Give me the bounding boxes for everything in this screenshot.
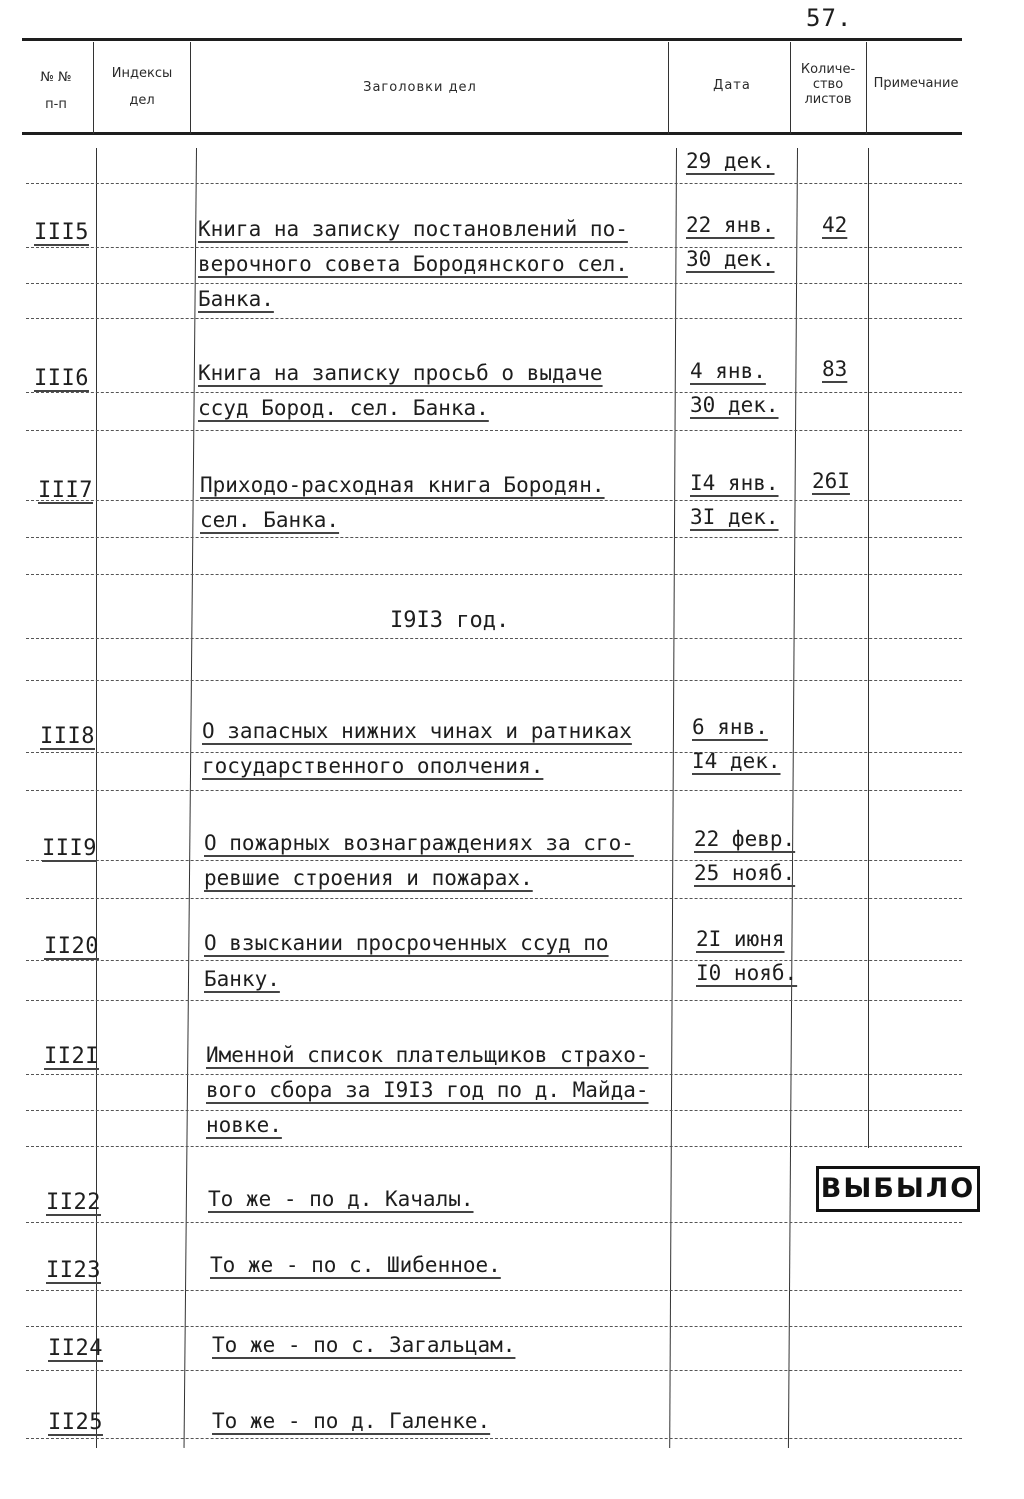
row-rule	[26, 283, 962, 284]
entry-title-line: О запасных нижних чинах и ратниках	[202, 719, 632, 743]
col-rule-sheets	[790, 42, 791, 134]
col-rule-sheets-body	[788, 148, 798, 1448]
header-note: Примечание	[873, 76, 959, 91]
entry-date-to: 30 дек.	[686, 247, 775, 271]
entry-date-to: I4 дек.	[692, 749, 781, 773]
row-rule	[26, 960, 962, 961]
entry-number: II24	[48, 1336, 103, 1361]
entry-title-line: Книга на записку постановлений по-	[198, 217, 628, 241]
row-rule	[26, 1438, 962, 1439]
header-bottom-rule	[22, 132, 962, 135]
entry-number: III9	[42, 836, 97, 861]
entry-number: III8	[40, 724, 95, 749]
entry-title-line: О пожарных вознаграждениях за сго-	[204, 831, 634, 855]
col-rule-title-body	[184, 148, 197, 1448]
row-rule	[26, 537, 962, 538]
page-number: 57.	[806, 4, 853, 32]
entry-title-line: ревшие строения и пожарах.	[204, 866, 533, 890]
carryover-date: 29 дек.	[686, 149, 775, 173]
entry-date-to: 25 нояб.	[694, 861, 796, 885]
entry-title-line: верочного совета Бородянского сел.	[198, 252, 628, 276]
entry-sheets: 42	[822, 213, 848, 237]
row-rule	[26, 790, 962, 791]
entry-title-line: государственного ополчения.	[202, 754, 544, 778]
row-rule	[26, 898, 962, 899]
year-heading: I9I3 год.	[390, 608, 510, 633]
entry-date-to: 30 дек.	[690, 393, 779, 417]
entry-title-line: новке.	[206, 1113, 282, 1137]
col-rule-note-body	[868, 148, 869, 1148]
row-rule	[26, 318, 962, 319]
header-sheets: Количе- ство листов	[800, 62, 856, 107]
col-rule-title	[190, 42, 191, 134]
row-rule	[26, 1222, 962, 1223]
entry-date-from: 22 февр.	[694, 827, 796, 851]
entry-sheets: 83	[822, 357, 848, 381]
row-rule	[26, 183, 962, 184]
header-date: Дата	[713, 78, 751, 93]
header-top-rule	[22, 38, 962, 41]
entry-title-line: Книга на записку просьб о выдаче	[198, 361, 603, 385]
header-title: Заголовки дел	[363, 80, 477, 95]
entry-date-from: 2I июня	[696, 927, 785, 951]
entry-title-line: То же - по д. Качалы.	[208, 1187, 474, 1211]
withdrawn-stamp: ВЫБЫЛО	[816, 1166, 980, 1212]
row-rule	[26, 1290, 962, 1291]
col-rule-note	[866, 42, 867, 134]
entry-number: II25	[48, 1410, 103, 1435]
entry-number: II2I	[44, 1044, 99, 1069]
entry-number: II22	[46, 1190, 101, 1215]
row-rule	[26, 1110, 962, 1111]
row-rule	[26, 430, 962, 431]
entry-title-line: Приходо-расходная книга Бородян.	[200, 473, 605, 497]
header-index: Индексы дел	[111, 66, 173, 108]
entry-title-line: Банку.	[204, 967, 280, 991]
entry-title-line: Банка.	[198, 287, 274, 311]
row-rule	[26, 638, 962, 639]
entry-title-line: То же - по с. Шибенное.	[210, 1253, 501, 1277]
col-rule-index	[93, 42, 94, 134]
entry-number: II23	[46, 1258, 101, 1283]
col-rule-date	[668, 42, 669, 134]
entry-title-line: ссуд Бород. сел. Банка.	[198, 396, 489, 420]
entry-title-line: То же - по д. Галенке.	[212, 1409, 491, 1433]
entry-date-from: 4 янв.	[690, 359, 766, 383]
row-rule	[26, 1000, 962, 1001]
row-rule	[26, 680, 962, 681]
entry-number: III5	[34, 220, 89, 245]
entry-title-line: сел. Банка.	[200, 508, 340, 532]
entry-title-line: О взыскании просроченных ссуд по	[204, 931, 609, 955]
header-number: № № п-п	[40, 70, 72, 112]
entry-date-from: 22 янв.	[686, 213, 775, 237]
entry-number: III6	[34, 366, 89, 391]
entry-number: III7	[38, 478, 93, 503]
row-rule	[26, 1370, 962, 1371]
entry-date-to: I0 нояб.	[696, 961, 798, 985]
row-rule	[26, 1326, 962, 1327]
entry-number: II20	[44, 934, 99, 959]
entry-date-from: 6 янв.	[692, 715, 768, 739]
entry-date-to: 3I дек.	[690, 505, 779, 529]
col-rule-index-body	[96, 148, 97, 1448]
entry-title-line: То же - по с. Загальцам.	[212, 1333, 516, 1357]
row-rule	[26, 1146, 962, 1147]
entry-sheets: 26I	[812, 469, 850, 493]
row-rule	[26, 574, 962, 575]
entry-title-line: вого сбора за I9I3 год по д. Майда-	[206, 1078, 649, 1102]
col-rule-date-body	[669, 148, 677, 1448]
entry-title-line: Именной список плательщиков страхо-	[206, 1043, 649, 1067]
entry-date-from: I4 янв.	[690, 471, 779, 495]
row-rule	[26, 392, 962, 393]
